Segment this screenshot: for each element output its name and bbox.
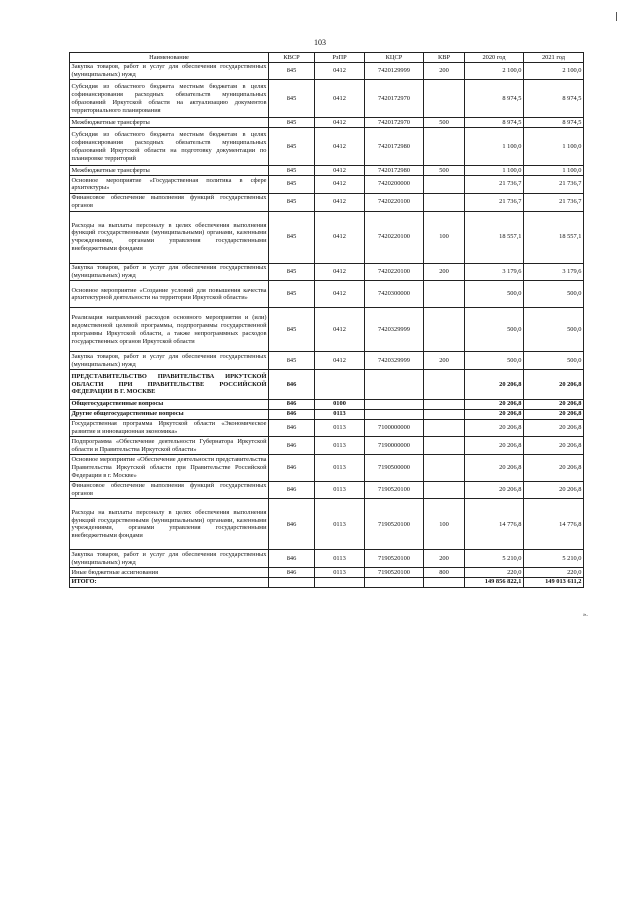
table-row (70, 454, 584, 481)
cell-2020: 21 736,7 (465, 193, 524, 211)
cell-2021: 21 736,7 (524, 176, 584, 194)
table-row (70, 437, 584, 455)
cell-kvsr: 846 (269, 481, 315, 499)
cell-kvsr: 845 (269, 263, 315, 281)
table-row (70, 352, 584, 370)
cell-2020: 18 557,1 (465, 211, 524, 263)
cell-kvsr: 845 (269, 166, 315, 176)
table-row (70, 399, 584, 409)
cell-kcsr: 7420220100 (365, 211, 424, 263)
cell-kvr (424, 281, 465, 308)
cell-2020: 2 100,0 (465, 62, 524, 80)
cell-kvsr: 845 (269, 281, 315, 308)
cell-rzpr: 0412 (315, 308, 365, 352)
cell-rzpr: 0412 (315, 176, 365, 194)
cell-kcsr: 7100000000 (365, 419, 424, 437)
cell-2021: 1 100,0 (524, 166, 584, 176)
cell-kcsr: 7420172970 (365, 80, 424, 118)
cell-2021: 18 557,1 (524, 211, 584, 263)
cell-2021: 500,0 (524, 352, 584, 370)
cell-kvsr: 845 (269, 308, 315, 352)
cell-kcsr: 7190520100 (365, 568, 424, 578)
cell-2020: 500,0 (465, 281, 524, 308)
cell-kvr (424, 419, 465, 437)
cell-kcsr: 7420200000 (365, 176, 424, 194)
cell-2020: 1 100,0 (465, 128, 524, 166)
cell-rzpr: 0412 (315, 128, 365, 166)
cell-kcsr: 7190520100 (365, 499, 424, 550)
table-row (70, 263, 584, 281)
cell-rzpr (315, 577, 365, 587)
cell-2021: 500,0 (524, 308, 584, 352)
cell-2021: 20 206,8 (524, 481, 584, 499)
cell-kvsr: 845 (269, 211, 315, 263)
cell-name: Финансовое обеспечение выполнения функций государственных органов (71, 194, 267, 210)
header-2020: 2020 год (465, 53, 524, 63)
cell-kvsr: 846 (269, 550, 315, 568)
cell-rzpr: 0412 (315, 62, 365, 80)
closing-quote: ». (583, 611, 588, 618)
header-kcsr: КЦСР (365, 53, 424, 63)
cell-name: Закупка товаров, работ и услуг для обеспечения государственных (муниципальных) нужд (71, 63, 267, 79)
cell-2021: 8 974,5 (524, 118, 584, 128)
cell-2021: 20 206,8 (524, 399, 584, 409)
cell-kvsr: 845 (269, 176, 315, 194)
cell-2021: 20 206,8 (524, 409, 584, 419)
cell-kvsr: 846 (269, 419, 315, 437)
cell-rzpr: 0412 (315, 352, 365, 370)
cell-2020: 20 206,8 (465, 409, 524, 419)
header-rzpr: РзПР (315, 53, 365, 63)
cell-rzpr: 0412 (315, 263, 365, 281)
table-row (70, 80, 584, 118)
cell-kcsr: 7420300000 (365, 281, 424, 308)
cell-kcsr (365, 369, 424, 399)
cell-kvr: 500 (424, 166, 465, 176)
cell-rzpr: 0412 (315, 118, 365, 128)
cell-rzpr: 0412 (315, 166, 365, 176)
table-row (70, 568, 584, 578)
cell-name: Расходы на выплаты персоналу в целях обеспечения выполнения функций государственными (муниципальными) органами, казенными учреждениями, органами управления государственными внебюджетными фондами (70, 499, 269, 550)
table-row (70, 481, 584, 499)
cell-rzpr: 0113 (315, 419, 365, 437)
cell-rzpr: 0113 (315, 409, 365, 419)
cell-kvsr: 845 (269, 80, 315, 118)
cell-kvr (424, 80, 465, 118)
cell-kvsr: 846 (269, 454, 315, 481)
cell-2021: 20 206,8 (524, 419, 584, 437)
cell-kcsr: 7190500000 (365, 454, 424, 481)
cell-2020: 3 179,6 (465, 263, 524, 281)
cell-kvr (424, 409, 465, 419)
cell-rzpr: 0113 (315, 481, 365, 499)
cell-kvr (424, 128, 465, 166)
cell-kvr (424, 176, 465, 194)
cell-name: Подпрограмма «Обеспечение деятельности Губернатора Иркутской области и Правительства Иркутской области» (71, 437, 267, 453)
cell-kcsr: 7190000000 (365, 437, 424, 455)
header-kvsr: КВСР (269, 53, 315, 63)
cell-2020: 500,0 (465, 352, 524, 370)
cell-kvr: 100 (424, 211, 465, 263)
cell-kvr: 200 (424, 550, 465, 568)
cell-kcsr: 7190520100 (365, 550, 424, 568)
cell-name: Межбюджетные трансферты (70, 166, 269, 176)
cell-name: Межбюджетные трансферты (70, 118, 269, 128)
cell-name: Основное мероприятие «Создание условий для повышения качества архитектурной деятельности на территории Иркутской области» (70, 281, 269, 308)
header-name: Наименование (70, 53, 269, 63)
cell-name: Субсидия из областного бюджета местным бюджетам в целях софинансирования расходных обязательств муниципальных образований Иркутской области на подготовку документации по планировке территорий (70, 128, 269, 166)
cell-kvsr: 846 (269, 399, 315, 409)
cell-name: Закупка товаров, работ и услуг для обеспечения государственных (муниципальных) нужд (71, 352, 267, 368)
cell-kvr: 100 (424, 499, 465, 550)
table-row (70, 308, 584, 352)
cell-kvsr: 846 (269, 369, 315, 399)
cell-2021: 20 206,8 (524, 369, 584, 399)
table-row (70, 128, 584, 166)
cell-2020: 14 776,8 (465, 499, 524, 550)
table-row (70, 369, 584, 399)
cell-kvr: 500 (424, 118, 465, 128)
cell-kvr (424, 399, 465, 409)
cell-rzpr: 0412 (315, 211, 365, 263)
table-row (70, 550, 584, 568)
cell-kcsr: 7420129999 (365, 62, 424, 80)
cell-kcsr: 7420172980 (365, 166, 424, 176)
cell-2020: 220,0 (465, 568, 524, 578)
cell-kvsr: 846 (269, 409, 315, 419)
cell-2021: 149 013 611,2 (524, 577, 584, 587)
cell-kvr: 200 (424, 352, 465, 370)
cell-2020: 8 974,5 (465, 80, 524, 118)
cell-2021: 21 736,7 (524, 193, 584, 211)
table-row (70, 166, 584, 176)
cell-2020: 5 210,0 (465, 550, 524, 568)
cell-kvsr: 845 (269, 193, 315, 211)
cell-kcsr: 7420329999 (365, 352, 424, 370)
cell-kcsr: 7190520100 (365, 481, 424, 499)
table-row (70, 281, 584, 308)
cell-rzpr: 0113 (315, 568, 365, 578)
cell-kvr (424, 437, 465, 455)
cell-rzpr: 0113 (315, 454, 365, 481)
cell-kvsr: 846 (269, 568, 315, 578)
cell-name: Государственная программа Иркутской области «Экономическое развитие и инновационная экономика» (71, 420, 267, 435)
table-row (70, 62, 584, 80)
table-row (70, 193, 584, 211)
cell-2021: 500,0 (524, 281, 584, 308)
cell-kvr: 800 (424, 568, 465, 578)
cell-kcsr: 7420172980 (365, 128, 424, 166)
cell-2020: 149 856 822,1 (465, 577, 524, 587)
cell-rzpr: 0412 (315, 193, 365, 211)
table-row (70, 176, 584, 194)
cell-kvsr: 846 (269, 499, 315, 550)
cell-2020: 20 206,8 (465, 454, 524, 481)
cell-kvsr: 845 (269, 118, 315, 128)
cell-rzpr: 0113 (315, 437, 365, 455)
cell-2021: 2 100,0 (524, 62, 584, 80)
cell-2021: 220,0 (524, 568, 584, 578)
budget-table-container (69, 52, 583, 588)
cell-kvr: 200 (424, 62, 465, 80)
cell-2020: 20 206,8 (465, 399, 524, 409)
cell-kcsr (365, 577, 424, 587)
cell-rzpr: 0113 (315, 550, 365, 568)
cell-2020: 20 206,8 (465, 481, 524, 499)
cell-2021: 20 206,8 (524, 454, 584, 481)
cell-name: Иные бюджетные ассигнования (70, 568, 269, 578)
cell-2021: 8 974,5 (524, 80, 584, 118)
cell-2021: 3 179,6 (524, 263, 584, 281)
cell-kvr (424, 481, 465, 499)
cell-name: Другие общегосударственные вопросы (70, 409, 269, 419)
table-row (70, 118, 584, 128)
table-row (70, 499, 584, 550)
cell-name: Расходы на выплаты персоналу в целях обеспечения выполнения функций государственными (муниципальными) органами, казенными учреждениями, органами управления государственными внебюджетными фондами (70, 211, 269, 263)
table-body (70, 62, 584, 587)
cell-rzpr: 0412 (315, 281, 365, 308)
cell-2021: 14 776,8 (524, 499, 584, 550)
cell-kcsr: 7420220100 (365, 193, 424, 211)
cell-kcsr: 7420220100 (365, 263, 424, 281)
cell-name: ИТОГО: (70, 577, 269, 587)
cell-kvr (424, 308, 465, 352)
cell-2020: 20 206,8 (465, 419, 524, 437)
table-header-row (70, 53, 584, 63)
cell-kvr (424, 454, 465, 481)
table-row (70, 409, 584, 419)
cell-rzpr: 0412 (315, 80, 365, 118)
cell-2020: 1 100,0 (465, 166, 524, 176)
cell-name: Основное мероприятие «Государственная политика в сфере архитектуры» (71, 176, 267, 192)
cell-kvr (424, 369, 465, 399)
header-2021: 2021 год (524, 53, 584, 63)
cell-kvsr: 846 (269, 437, 315, 455)
cell-kcsr: 7420172970 (365, 118, 424, 128)
budget-table (69, 52, 584, 588)
cell-kvsr: 845 (269, 62, 315, 80)
cell-name: Реализация направлений расходов основного мероприятия и (или) ведомственной целевой программы, подпрограммы государственной программы Иркутской области, а также непрограммных расходов государственных органов Иркутской области (70, 308, 269, 352)
cell-2020: 20 206,8 (465, 369, 524, 399)
cell-kvsr: 845 (269, 352, 315, 370)
cell-name: Субсидия из областного бюджета местным бюджетам в целях софинансирования расходных обязательств муниципальных образований Иркутской области на актуализацию документов территориального планирования (70, 80, 269, 118)
cell-2020: 500,0 (465, 308, 524, 352)
page-number: 103 (314, 38, 326, 47)
cell-rzpr: 0113 (315, 499, 365, 550)
scan-edge-mark (616, 12, 617, 21)
cell-name: Общегосударственные вопросы (70, 399, 269, 409)
cell-kvr (424, 577, 465, 587)
cell-kcsr (365, 409, 424, 419)
cell-2020: 8 974,5 (465, 118, 524, 128)
cell-kcsr: 7420329999 (365, 308, 424, 352)
cell-name: ПРЕДСТАВИТЕЛЬСТВО ПРАВИТЕЛЬСТВА ИРКУТСКОЙ ОБЛАСТИ ПРИ ПРАВИТЕЛЬСТВЕ РОССИЙСКОЙ ФЕДЕРАЦИИ В Г. МОСКВЕ (70, 369, 269, 399)
cell-kcsr (365, 399, 424, 409)
header-kvr: КВР (424, 53, 465, 63)
cell-name: Закупка товаров, работ и услуг для обеспечения государственных (муниципальных) нужд (71, 264, 267, 279)
cell-kvsr (269, 577, 315, 587)
cell-kvr: 200 (424, 263, 465, 281)
cell-kvr (424, 193, 465, 211)
table-row (70, 211, 584, 263)
cell-name: Основное мероприятие «Обеспечение деятельности представительства Правительства Иркутской области при Правительстве Российской Федерации в г. Москве» (70, 454, 269, 481)
cell-rzpr: 0100 (315, 399, 365, 409)
cell-name: Закупка товаров, работ и услуг для обеспечения государственных (муниципальных) нужд (71, 550, 267, 566)
cell-kvsr: 845 (269, 128, 315, 166)
cell-2020: 20 206,8 (465, 437, 524, 455)
cell-2021: 5 210,0 (524, 550, 584, 568)
cell-2020: 21 736,7 (465, 176, 524, 194)
cell-rzpr (315, 369, 365, 399)
table-row (70, 577, 584, 587)
cell-2021: 20 206,8 (524, 437, 584, 455)
cell-name: Финансовое обеспечение выполнения функций государственных органов (71, 482, 267, 498)
cell-2021: 1 100,0 (524, 128, 584, 166)
table-row (70, 419, 584, 437)
